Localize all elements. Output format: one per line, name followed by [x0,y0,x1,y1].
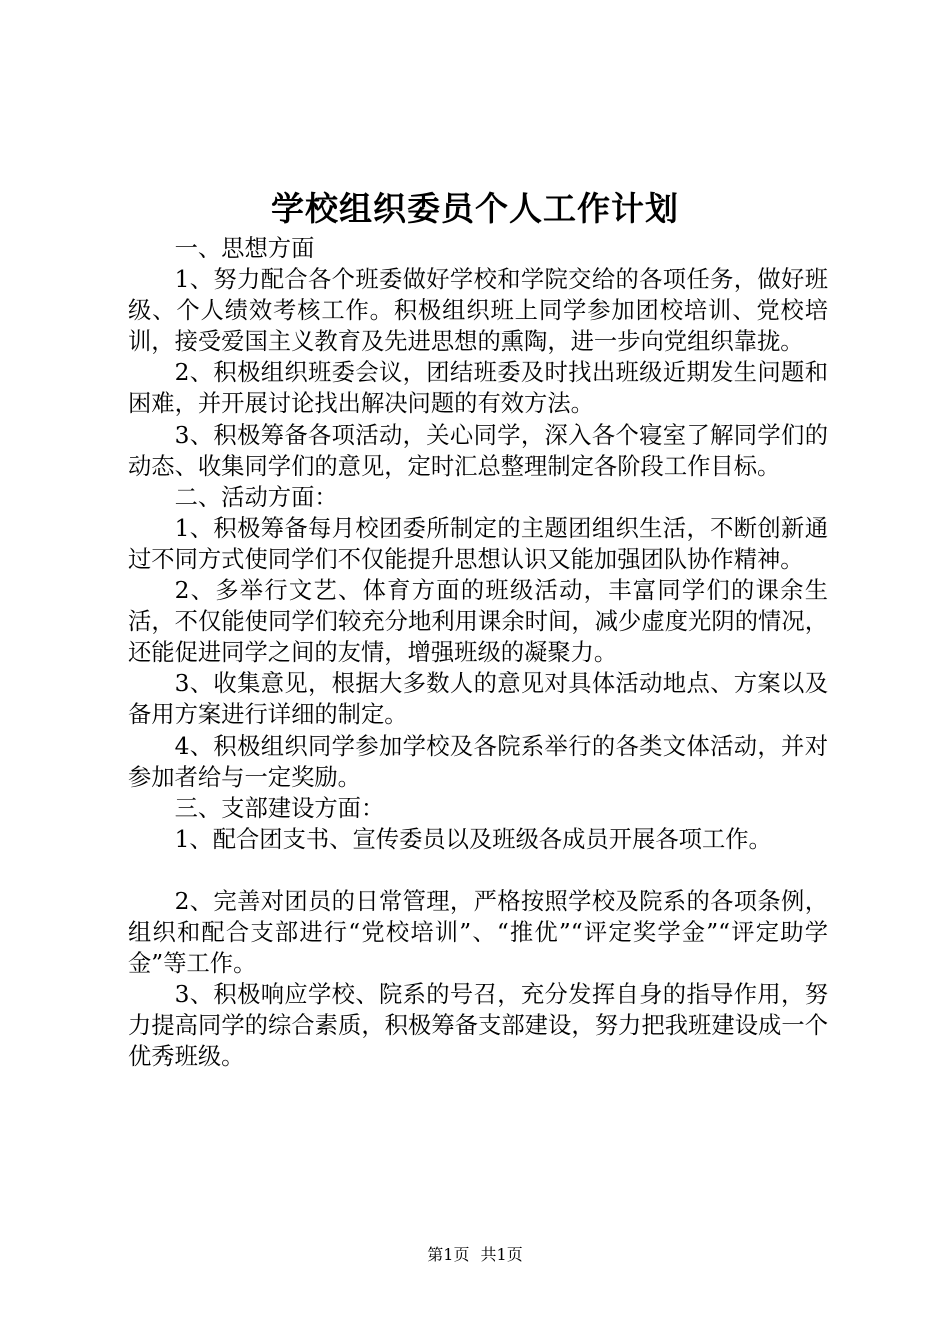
page-total: 共1页 [480,1245,523,1264]
paragraph: 2、完善对团员的日常管理，严格按照学校及院系的各项条例，组织和配合支部进行“党校培训”、“推优”“评定奖学金”“评定助学金”等工作。 [128,887,828,978]
paragraph: 3、收集意见，根据大多数人的意见对具体活动地点、方案以及备用方案进行详细的制定。 [128,670,828,729]
paragraph: 3、积极响应学校、院系的号召，充分发挥自身的指导作用，努力提高同学的综合素质，积极筹备支部建设，努力把我班建设成一个优秀班级。 [128,981,828,1071]
paragraph: 4、积极组织同学参加学校及各院系举行的各类文体活动，并对参加者给与一定奖励。 [128,732,828,791]
paragraph: 1、努力配合各个班委做好学校和学院交给的各项任务，做好班级、个人绩效考核工作。积极组织班上同学参加团校培训、党校培训，接受爱国主义教育及先进思想的熏陶，进一步向党组织靠拢。 [128,266,828,356]
blank-line [128,855,828,886]
page-footer [0,1244,950,1266]
section-heading-branch: 三、支部建设方面： [174,794,385,822]
paragraph: 1、配合团支书、宣传委员以及班级各成员开展各项工作。 [174,825,772,853]
page-title: 学校组织委员个人工作计划 [271,189,679,228]
document-body [128,233,828,1073]
page-number: 第1页 [427,1245,470,1264]
paragraph: 1、积极筹备每月校团委所制定的主题团组织生活，不断创新通过不同方式使同学们不仅能提升思想认识又能加强团队协作精神。 [128,514,828,573]
section-heading-thought: 一、思想方面 [174,235,315,262]
paragraph: 2、多举行文艺、体育方面的班级活动，丰富同学们的课余生活，不仅能使同学们较充分地利用课余时间，减少虚度光阴的情况，还能促进同学之间的友情，增强班级的凝聚力。 [128,577,828,667]
section-heading-activity: 二、活动方面： [174,483,338,511]
paragraph: 3、积极筹备各项活动，关心同学，深入各个寝室了解同学们的动态、收集同学们的意见，定时汇总整理制定各阶段工作目标。 [128,421,828,480]
paragraph: 2、积极组织班委会议，团结班委及时找出班级近期发生问题和困难，并开展讨论找出解决问题的有效方法。 [128,359,828,418]
